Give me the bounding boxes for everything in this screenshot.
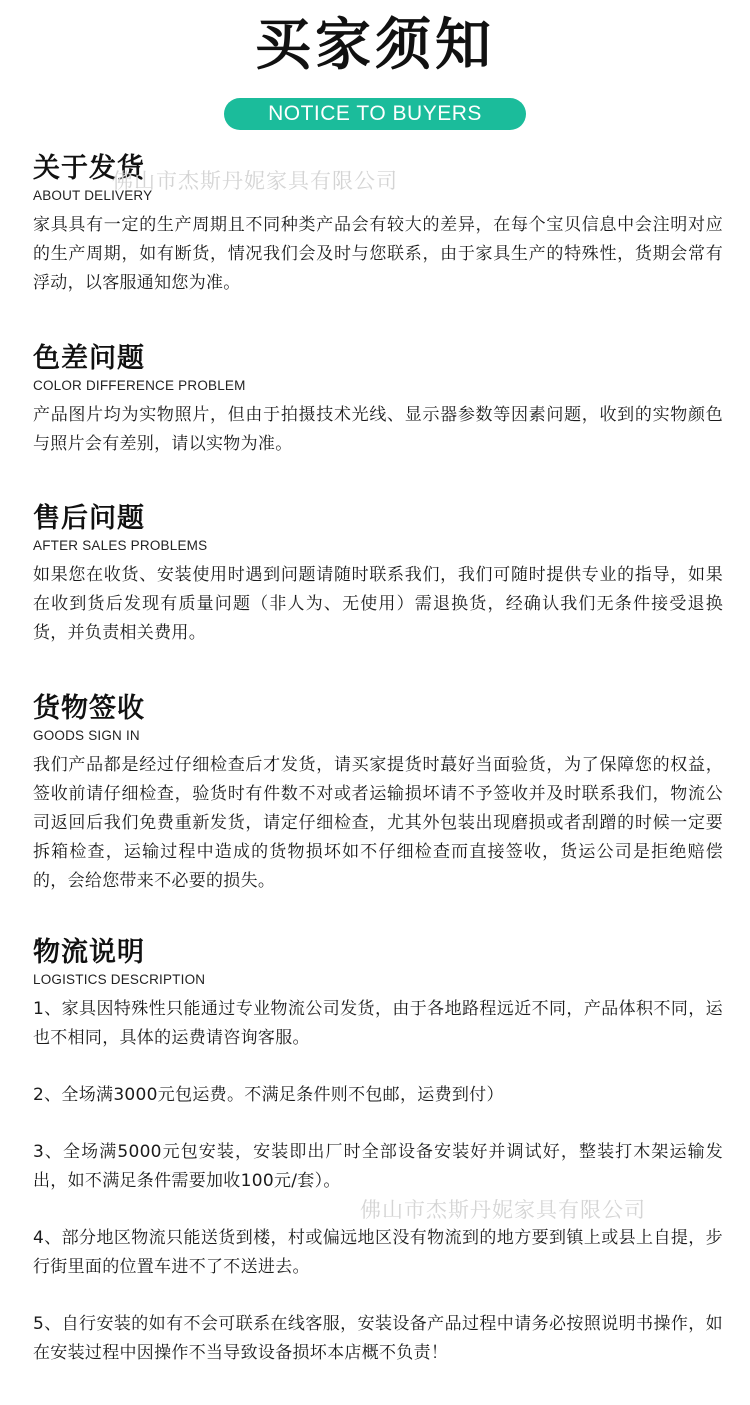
watermark-text: 佛山市杰斯丹妮家具有限公司 — [360, 1198, 646, 1222]
section-body: 如果您在收货、安装使用时遇到问题请随时联系我们，我们可随时提供专业的指导，如果在收到货后发现有质量问题（非人为、无使用）需退换货，经确认我们无条件接受退换货，并负责相关费用。 — [33, 565, 723, 643]
section-subtitle: GOODS SIGN IN — [33, 728, 140, 743]
list-item: 4、部分地区物流只能送货到楼，村或偏远地区没有物流到的地方要到镇上或县上自提，步行街里面的位置车进不了不送进去。 — [33, 1228, 723, 1277]
section-subtitle: ABOUT DELIVERY — [33, 188, 153, 203]
watermark-text: 佛山市杰斯丹妮家具有限公司 — [112, 169, 398, 193]
list-item: 3、全场满5000元包安装，安装即出厂时全部设备安装好并调试好，整装打木架运输发出，如不满足条件需要加收100元/套）。 — [33, 1142, 723, 1191]
page-title: 买家须知 — [255, 13, 495, 78]
section-title: 货物签收 — [33, 693, 145, 724]
section-subtitle: COLOR DIFFERENCE PROBLEM — [33, 378, 246, 393]
section-after-sales — [33, 502, 723, 648]
logistics-list — [33, 995, 723, 1368]
subtitle-pill: NOTICE TO BUYERS — [224, 98, 526, 130]
section-color-difference — [33, 342, 723, 459]
section-title: 色差问题 — [33, 343, 145, 374]
section-title: 关于发货 — [33, 153, 145, 184]
section-body: 家具具有一定的生产周期且不同种类产品会有较大的差异，在每个宝贝信息中会注明对应的生产周期，如有断货，情况我们会及时与您联系，由于家具生产的特殊性，货期会常有浮动，以客服通知您为准。 — [33, 215, 723, 293]
section-title: 物流说明 — [33, 937, 145, 968]
section-body: 产品图片均为实物照片，但由于拍摄技术光线、显示器参数等因素问题，收到的实物颜色与照片会有差别，请以实物为准。 — [33, 405, 723, 454]
section-logistics — [33, 936, 723, 1368]
section-goods-sign-in — [33, 692, 723, 896]
section-body: 我们产品都是经过仔细检查后才发货，请买家提货时蕞好当面验货，为了保障您的权益，签收前请仔细检查，验货时有件数不对或者运输损坏请不予签收并及时联系我们，物流公司返回后我们免费重新发货，请定仔细检查，尤其外包装出现磨损或者刮蹭的时候一定要拆箱检查，运输过程中造成的货物损坏如不仔细检查而直接签收，货运公司是拒绝赔偿的，会给您带来不必要的损失。 — [33, 755, 723, 891]
list-item: 2、全场满3000元包运费。不满足条件则不包邮，运费到付） — [33, 1085, 504, 1105]
section-subtitle: AFTER SALES PROBLEMS — [33, 538, 208, 553]
section-about-delivery — [33, 152, 723, 298]
section-title: 售后问题 — [33, 503, 145, 534]
list-item: 1、家具因特殊性只能通过专业物流公司发货，由于各地路程远近不同，产品体积不同，运也不相同，具体的运费请咨询客服。 — [33, 999, 723, 1048]
list-item: 5、自行安装的如有不会可联系在线客服，安装设备产品过程中请务必按照说明书操作，如在安装过程中因操作不当导致设备损坏本店概不负责！ — [33, 1314, 723, 1363]
section-subtitle: LOGISTICS DESCRIPTION — [33, 972, 206, 987]
